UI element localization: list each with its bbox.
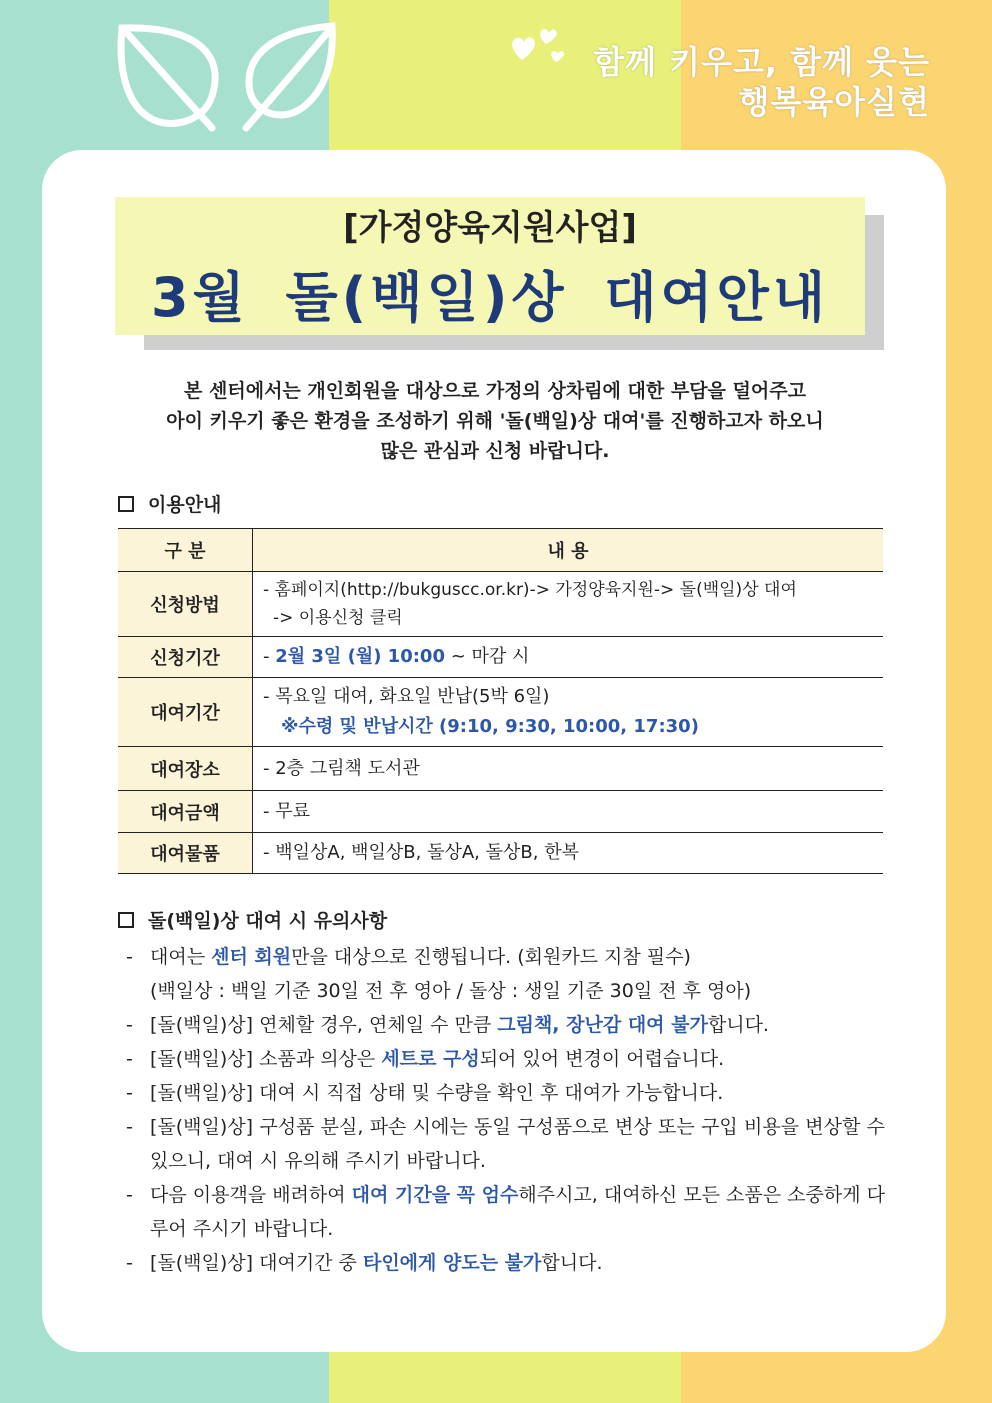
table-row	[118, 678, 883, 747]
item-highlight: 타인에게 양도는 불가	[362, 1252, 542, 1274]
item-highlight: 세트로 구성	[381, 1048, 480, 1070]
slogan-line-1: 함께 키우고, 함께 웃는	[593, 43, 930, 81]
title-subtitle: [가정양육지원사업]	[343, 208, 637, 248]
item-text: 해주시고, 대여하신 모든 소품은 소중하게 다루어 주시기 바랍니다.	[150, 1184, 885, 1240]
item-text: 만을 대상으로 진행됩니다. (회원카드 지참 필수)	[291, 946, 691, 968]
dash-bullet: -	[126, 1014, 133, 1036]
item-highlight: 대여 기간을 꼭 엄수	[351, 1184, 519, 1206]
intro-line: 본 센터에서는 개인회원을 대상으로 가정의 상차림에 대한 부담을 덜어주고	[184, 380, 806, 402]
item-text: 합니다.	[707, 1014, 769, 1036]
table-header-row	[118, 529, 883, 572]
value-line: - 목요일 대여, 화요일 반납(5박 6일)	[263, 686, 550, 707]
list-item	[120, 940, 885, 1008]
item-text: 합니다.	[541, 1252, 603, 1274]
row-value	[253, 678, 884, 747]
row-value: - 무료	[253, 791, 884, 833]
row-value: - 백일상A, 백일상B, 돌상A, 돌상B, 한복	[253, 833, 884, 874]
item-text: [돌(백일)상] 구성품 분실, 파손 시에는 동일 구성품으로 변상 또는 구입 비용을 변상할 수 있으니, 대여 시 유의해 주시기 바랍니다.	[150, 1116, 885, 1172]
list-item	[120, 1178, 885, 1246]
row-key: 신청방법	[118, 572, 253, 637]
table-row	[118, 637, 883, 678]
list-item	[120, 1246, 885, 1280]
section-heading-text: 돌(백일)상 대여 시 유의사항	[148, 910, 388, 932]
intro-line: 많은 관심과 신청 바랍니다.	[380, 440, 610, 462]
slogan-line-2: 행복육아실현	[738, 83, 930, 121]
row-value: - 2층 그림책 도서관	[253, 747, 884, 791]
row-value	[253, 572, 884, 637]
page-title: 3월 돌(백일)상 대여안내	[150, 266, 829, 329]
dash-bullet: -	[126, 1184, 133, 1206]
section-heading-text: 이용안내	[148, 494, 222, 516]
section-heading-usage	[118, 490, 221, 517]
pickup-return-note: ※수령 및 반납시간 (9:10, 9:30, 10:00, 17:30)	[281, 716, 699, 737]
intro-text	[130, 376, 860, 466]
checkbox-square-icon	[118, 912, 134, 928]
usage-table	[118, 528, 883, 874]
table-row	[118, 833, 883, 874]
list-item	[120, 1110, 885, 1178]
value-prefix: -	[263, 646, 276, 667]
leaf-icon	[236, 18, 341, 138]
precautions-list	[120, 940, 885, 1280]
item-text: 대여는	[150, 946, 212, 968]
value-suffix: ~ 마감 시	[444, 646, 530, 667]
table-row	[118, 747, 883, 791]
dash-bullet: -	[126, 1252, 133, 1274]
list-item	[120, 1042, 885, 1076]
row-key: 대여물품	[118, 833, 253, 874]
application-period-highlight: 2월 3일 (월) 10:00	[275, 646, 445, 667]
item-text: 되어 있어 변경이 어렵습니다.	[479, 1048, 725, 1070]
value-line: -> 이용신청 클릭	[273, 608, 403, 628]
dash-bullet: -	[126, 946, 133, 968]
item-text: [돌(백일)상] 대여 시 직접 상태 및 수량을 확인 후 대여가 가능합니다.	[150, 1082, 724, 1104]
row-key: 신청기간	[118, 637, 253, 678]
item-text: [돌(백일)상] 대여기간 중	[150, 1252, 363, 1274]
checkbox-square-icon	[118, 496, 134, 512]
dash-bullet: -	[126, 1048, 133, 1070]
dash-bullet: -	[126, 1116, 133, 1138]
table-row	[118, 791, 883, 833]
item-text: [돌(백일)상] 연체할 경우, 연체일 수 만큼	[150, 1014, 498, 1036]
dash-bullet: -	[126, 1082, 133, 1104]
value-line: - 홈페이지(http://bukguscc.or.kr)-> 가정양육지원-> 돌(백일)상 대여	[263, 580, 797, 600]
column-header-category: 구 분	[118, 529, 253, 572]
item-text: [돌(백일)상] 소품과 의상은	[150, 1048, 382, 1070]
leaf-icon	[112, 18, 232, 138]
item-subtext: (백일상 : 백일 기준 30일 전 후 영아 / 돌상 : 생일 기준 30일 전 후 영아)	[150, 980, 752, 1002]
intro-line: 아이 키우기 좋은 환경을 조성하기 위해 '돌(백일)상 대여'를 진행하고자 하오니	[166, 410, 824, 432]
item-highlight: 센터 회원	[211, 946, 292, 968]
table-row	[118, 572, 883, 637]
row-key: 대여기간	[118, 678, 253, 747]
section-heading-precautions	[118, 906, 387, 933]
item-highlight: 그림책, 장난감 대여 불가	[497, 1014, 708, 1036]
header-slogan	[593, 42, 930, 122]
item-text: 다음 이용객을 배려하여	[150, 1184, 352, 1206]
list-item	[120, 1076, 885, 1110]
row-key: 대여장소	[118, 747, 253, 791]
list-item	[120, 1008, 885, 1042]
row-key: 대여금액	[118, 791, 253, 833]
column-header-content: 내 용	[253, 529, 884, 572]
hearts-icon	[508, 22, 568, 68]
row-value	[253, 637, 884, 678]
